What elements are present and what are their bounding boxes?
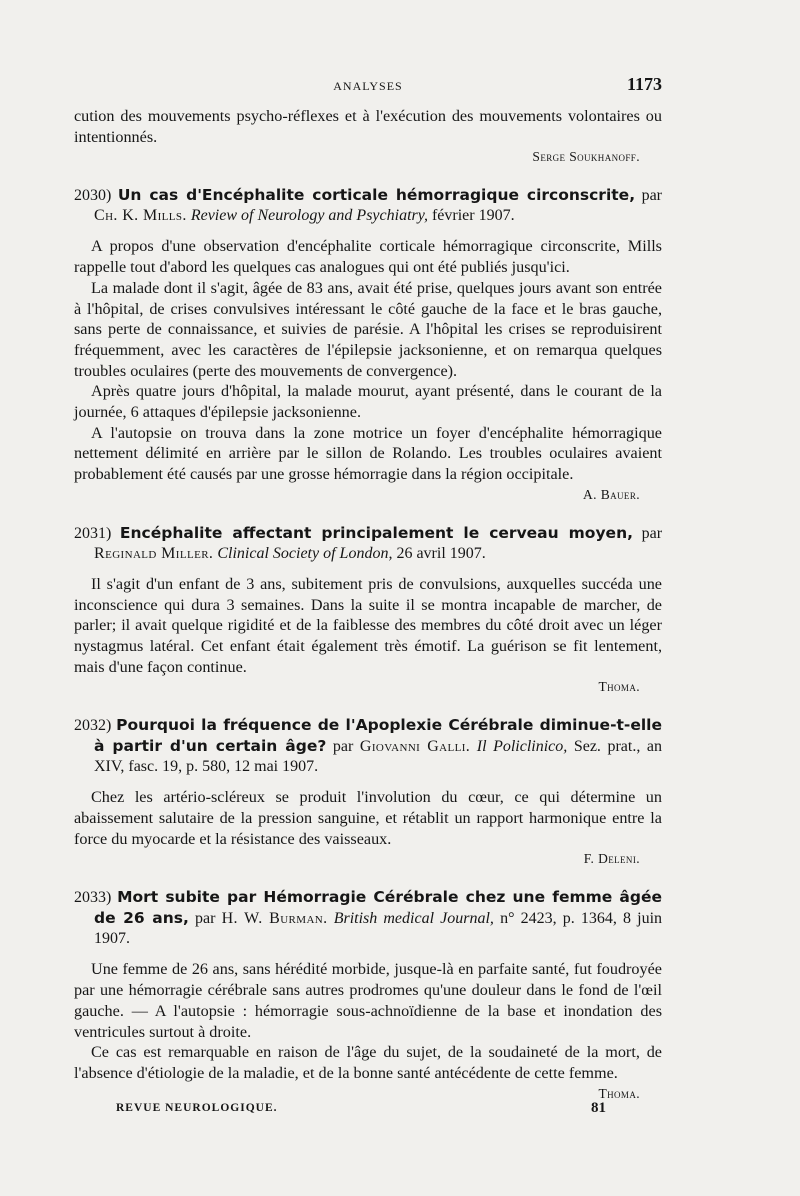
entry-paragraph: Ce cas est remarquable en raison de l'âge du sujet, de la soudaineté de la mort, de l'absence d'étiologie de la maladie, et de la bonne santé antécédente de cette femme.: [74, 1043, 662, 1082]
entry-number: 2032): [74, 717, 112, 735]
entry-paragraph: Chez les artério-scléreux se produit l'involution du cœur, ce qui détermine un abaissement salutaire de la pression sanguine, et rétablit un rapport harmonique entre la force du myocarde et la résistance des vaisseaux.: [74, 788, 662, 848]
entry-source: British medical Journal,: [333, 910, 494, 928]
page-number: 1173: [626, 74, 662, 94]
entry-signature: Thoma.: [598, 1085, 640, 1101]
entry-author: Ch. K. Mills.: [94, 207, 187, 225]
entry-title: Un cas d'Encéphalite corticale hémorragique circonscrite,: [117, 186, 636, 205]
entry-paragraph: La malade dont il s'agit, âgée de 83 ans, avait été prise, quelques jours avant son entrée à l'hôpital, de crises convulsives intéressant le côté gauche de la face et le bras gauche, sans perte de connaissance, et suivies de parésie. A l'hôpital les crises se reproduisirent fréquemment, avec les caractères de l'épilepsie jacksonienne, et on remarqua quelques troubles oculaires (perte des mouvements de convergence).: [74, 278, 662, 380]
entry-number: 2033): [74, 889, 112, 907]
entry-signature: F. Deleni.: [583, 851, 640, 867]
intro-paragraph: cution des mouvements psycho-réflexes et à l'exécution des mouvements volontaires ou intentionnés.: [74, 107, 662, 146]
entry-by: par: [641, 187, 663, 205]
sheet-number: 81: [591, 1100, 606, 1116]
entry-paragraph: A propos d'une observation d'encéphalite corticale hémorragique circonscrite, Mills rappelle tout d'abord les quelques cas analogues qui ont été publiés jusqu'ici.: [74, 237, 662, 277]
entry-heading: [74, 887, 662, 949]
entry-details: n° 2423, p. 1364, 8 juin 1907.: [94, 910, 663, 948]
entry-title: Encéphalite affectant principalement le cerveau moyen,: [119, 523, 633, 542]
entry-source: Clinical Society of London,: [217, 544, 393, 562]
entry-author: Reginald Miller.: [94, 544, 214, 562]
entry-2031: [74, 523, 662, 698]
entry-details: 26 avril 1907.: [396, 544, 486, 562]
entry-number: 2031): [74, 524, 112, 542]
entry-paragraph: A l'autopsie on trouva dans la zone motrice un foyer d'encéphalite hémorragique nettement délimité en arrière par le sillon de Rolando. Les troubles oculaires avaient probablement été causés par une grosse hémorragie dans la région occipitale.: [74, 423, 662, 484]
entry-title: Mort subite par Hémorragie Cérébrale chez une femme âgée de 26 ans,: [94, 888, 662, 928]
entry-source: Il Policlinico,: [476, 738, 568, 756]
entry-body: [74, 787, 662, 869]
running-head: [74, 74, 662, 98]
entry-body: [74, 236, 662, 504]
entry-paragraph: Après quatre jours d'hôpital, la malade mourut, ayant présenté, dans le courant de la journée, 6 attaques d'épilepsie jacksonienne.: [74, 382, 662, 422]
entry-2032: [74, 715, 662, 869]
entry-paragraph: Une femme de 26 ans, sans hérédité morbide, jusque-là en parfaite santé, fut foudroyée par une hémorragie cérébrale sans autres prodromes qu'une douleur dans le fond de l'œil gauche. — A l'autopsie : hémorragie sous-achnoïdienne de la base et inondation des ventricules surtout à droite.: [74, 960, 662, 1041]
entry-body: [74, 574, 662, 698]
page-content: [74, 74, 662, 1104]
entry-by: par: [332, 738, 354, 756]
entry-title: Pourquoi la fréquence de l'Apoplexie Cérébrale diminue-t-elle à partir d'un certain âge?: [94, 716, 662, 756]
running-title: ANALYSES: [333, 79, 403, 93]
entry-author: H. W. Burman.: [221, 910, 328, 928]
entry-signature: Thoma.: [598, 679, 640, 695]
entry-heading: [74, 523, 662, 564]
entry-2033: [74, 887, 662, 1103]
page-footer: [116, 1102, 670, 1122]
entry-author: Giovanni Galli.: [359, 738, 471, 756]
intro-signature: Serge Soukhanoff.: [532, 149, 640, 165]
entry-details: février 1907.: [431, 207, 515, 225]
entry-number: 2030): [74, 187, 112, 205]
entry-details: Sez. prat., an XIV, fasc. 19, p. 580, 12 mai 1907.: [94, 738, 662, 776]
entry-signature: A. Bauer.: [583, 486, 640, 502]
entry-heading: [74, 715, 662, 777]
intro-block: [74, 106, 662, 167]
journal-name: REVUE NEUROLOGIQUE.: [116, 1102, 278, 1114]
entry-by: par: [194, 910, 216, 928]
entry-heading: [74, 185, 662, 226]
entry-2030: [74, 185, 662, 504]
entry-by: par: [641, 524, 663, 542]
entry-source: Review of Neurology and Psychiatry,: [190, 207, 428, 225]
entry-body: [74, 959, 662, 1103]
entry-paragraph: Il s'agit d'un enfant de 3 ans, subitement pris de convulsions, auxquelles succéda une inconscience qui dura 3 semaines. Dans la suite il se montra incapable de marcher, de parler; il avait quelque rigidité et de la faiblesse des membres du côté droit avec un léger nystagmus latéral. Cet enfant était également très émotif. La guérison se fit lentement, mais d'une façon continue.: [74, 574, 662, 676]
